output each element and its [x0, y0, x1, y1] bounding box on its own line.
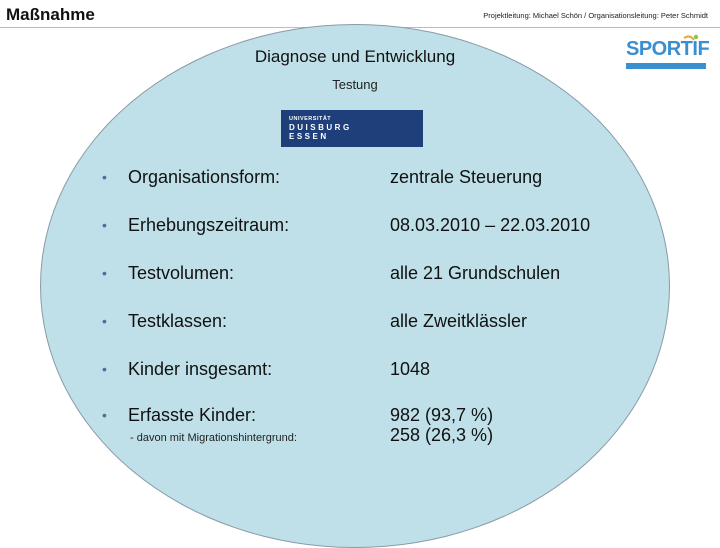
item-value: 982 (93,7 %): [390, 405, 494, 425]
item-value: alle 21 Grundschulen: [390, 263, 561, 283]
list-item: [0, 405, 720, 455]
bullet-icon: •: [102, 265, 107, 281]
list-item: [0, 263, 720, 291]
sportif-wordmark: SPORTIF: [626, 38, 710, 60]
bullet-icon: •: [102, 217, 107, 233]
bullet-icon: •: [102, 407, 107, 423]
item-subvalue: 258 (26,3 %): [390, 425, 494, 445]
item-label: Erhebungszeitraum:: [128, 215, 290, 235]
university-logo: [281, 110, 423, 147]
university-logo-line-2: DUISBURG: [289, 123, 352, 132]
item-value: 08.03.2010 – 22.03.2010: [390, 215, 591, 235]
section-heading: Diagnose und Entwicklung: [254, 47, 456, 66]
item-label: Erfasste Kinder:: [128, 405, 257, 425]
bullet-icon: •: [102, 169, 107, 185]
list-item: [0, 311, 720, 339]
university-logo-line-3: ESSEN: [289, 132, 329, 141]
bullet-icon: •: [102, 313, 107, 329]
page-title: Maßnahme: [6, 5, 95, 24]
item-label: Kinder insgesamt:: [128, 359, 273, 379]
item-label: Testklassen:: [128, 311, 228, 331]
project-credits: Projektleitung: Michael Schön / Organisationsleitung: Peter Schmidt: [483, 11, 708, 20]
item-value: 1048: [390, 359, 431, 379]
section-subheading: Testung: [332, 77, 378, 92]
item-value: zentrale Steuerung: [390, 167, 543, 187]
item-label: Organisationsform:: [128, 167, 281, 187]
university-logo-line-1: UNIVERSITÄT: [289, 116, 332, 122]
list-item: [0, 167, 720, 195]
list-item: [0, 215, 720, 243]
item-label: Testvolumen:: [128, 263, 235, 283]
item-sublabel: - davon mit Migrationshintergrund:: [130, 432, 297, 444]
item-value: alle Zweitklässler: [390, 311, 528, 331]
list-item: [0, 359, 720, 387]
bullet-icon: •: [102, 361, 107, 377]
